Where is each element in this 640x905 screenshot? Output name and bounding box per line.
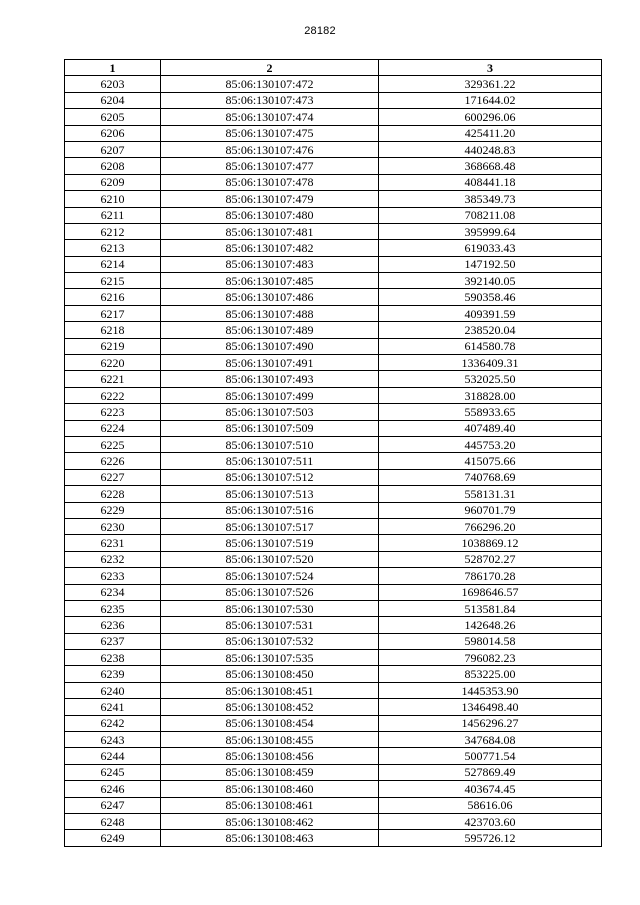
row-number-cell: 6209 <box>65 174 161 190</box>
cadastral-number-cell: 85:06:130107:482 <box>161 240 379 256</box>
cadastral-value-cell: 147192.50 <box>379 256 602 272</box>
cadastral-value-cell: 1456296.27 <box>379 715 602 731</box>
row-number-cell: 6204 <box>65 92 161 108</box>
cadastral-value-cell: 500771.54 <box>379 748 602 764</box>
row-number-cell: 6249 <box>65 830 161 846</box>
cadastral-value-cell: 171644.02 <box>379 92 602 108</box>
cadastral-number-cell: 85:06:130107:499 <box>161 387 379 403</box>
row-number-cell: 6236 <box>65 617 161 633</box>
cadastral-number-cell: 85:06:130107:478 <box>161 174 379 190</box>
table-row <box>65 453 602 469</box>
cadastral-number-cell: 85:06:130107:516 <box>161 502 379 518</box>
row-number-cell: 6223 <box>65 404 161 420</box>
cadastral-value-cell: 786170.28 <box>379 568 602 584</box>
header-col-3: 3 <box>379 60 602 76</box>
table-row <box>65 715 602 731</box>
table-row <box>65 387 602 403</box>
row-number-cell: 6206 <box>65 125 161 141</box>
row-number-cell: 6217 <box>65 305 161 321</box>
row-number-cell: 6240 <box>65 682 161 698</box>
row-number-cell: 6219 <box>65 338 161 354</box>
row-number-cell: 6216 <box>65 289 161 305</box>
cadastral-value-cell: 558131.31 <box>379 486 602 502</box>
table-row <box>65 191 602 207</box>
cadastral-number-cell: 85:06:130107:480 <box>161 207 379 223</box>
row-number-cell: 6220 <box>65 355 161 371</box>
cadastral-number-cell: 85:06:130107:481 <box>161 223 379 239</box>
cadastral-value-cell: 318828.00 <box>379 387 602 403</box>
table-row <box>65 289 602 305</box>
cadastral-value-cell: 532025.50 <box>379 371 602 387</box>
page-number: 28182 <box>304 25 336 37</box>
table-row <box>65 469 602 485</box>
table-row <box>65 781 602 797</box>
cadastral-value-cell: 590358.46 <box>379 289 602 305</box>
cadastral-number-cell: 85:06:130107:532 <box>161 633 379 649</box>
cadastral-number-cell: 85:06:130108:451 <box>161 682 379 698</box>
table-row <box>65 240 602 256</box>
table-row <box>65 682 602 698</box>
table-row <box>65 92 602 108</box>
cadastral-number-cell: 85:06:130107:524 <box>161 568 379 584</box>
cadastral-value-cell: 58616.06 <box>379 797 602 813</box>
cadastral-value-cell: 619033.43 <box>379 240 602 256</box>
row-number-cell: 6237 <box>65 633 161 649</box>
cadastral-value-cell: 614580.78 <box>379 338 602 354</box>
cadastral-number-cell: 85:06:130107:475 <box>161 125 379 141</box>
table-row <box>65 436 602 452</box>
row-number-cell: 6234 <box>65 584 161 600</box>
table-row <box>65 650 602 666</box>
table-row <box>65 223 602 239</box>
cadastral-value-cell: 595726.12 <box>379 830 602 846</box>
table-row <box>65 732 602 748</box>
cadastral-number-cell: 85:06:130107:473 <box>161 92 379 108</box>
cadastral-number-cell: 85:06:130107:483 <box>161 256 379 272</box>
cadastral-value-cell: 425411.20 <box>379 125 602 141</box>
cadastral-number-cell: 85:06:130107:517 <box>161 518 379 534</box>
row-number-cell: 6227 <box>65 469 161 485</box>
row-number-cell: 6247 <box>65 797 161 813</box>
row-number-cell: 6228 <box>65 486 161 502</box>
table-row <box>65 371 602 387</box>
cadastral-value-cell: 238520.04 <box>379 322 602 338</box>
cadastral-value-cell: 395999.64 <box>379 223 602 239</box>
cadastral-number-cell: 85:06:130108:454 <box>161 715 379 731</box>
cadastral-number-cell: 85:06:130107:476 <box>161 141 379 157</box>
cadastral-value-cell: 598014.58 <box>379 633 602 649</box>
table-row <box>65 404 602 420</box>
cadastral-value-cell: 796082.23 <box>379 650 602 666</box>
cadastral-value-cell: 368668.48 <box>379 158 602 174</box>
cadastral-number-cell: 85:06:130108:456 <box>161 748 379 764</box>
table-row <box>65 256 602 272</box>
table-row <box>65 518 602 534</box>
cadastral-number-cell: 85:06:130107:486 <box>161 289 379 305</box>
cadastral-value-cell: 1038869.12 <box>379 535 602 551</box>
table-row <box>65 748 602 764</box>
row-number-cell: 6222 <box>65 387 161 403</box>
table-row <box>65 666 602 682</box>
cadastral-number-cell: 85:06:130108:461 <box>161 797 379 813</box>
cadastral-number-cell: 85:06:130107:488 <box>161 305 379 321</box>
header-col-1: 1 <box>65 60 161 76</box>
table-row <box>65 813 602 829</box>
cadastral-number-cell: 85:06:130107:472 <box>161 76 379 92</box>
cadastral-number-cell: 85:06:130108:452 <box>161 699 379 715</box>
cadastral-value-cell: 423703.60 <box>379 813 602 829</box>
row-number-cell: 6245 <box>65 764 161 780</box>
table-row <box>65 125 602 141</box>
table-row <box>65 617 602 633</box>
cadastral-number-cell: 85:06:130107:535 <box>161 650 379 666</box>
row-number-cell: 6221 <box>65 371 161 387</box>
row-number-cell: 6231 <box>65 535 161 551</box>
cadastral-value-cell: 708211.08 <box>379 207 602 223</box>
cadastral-value-cell: 766296.20 <box>379 518 602 534</box>
cadastral-number-cell: 85:06:130107:512 <box>161 469 379 485</box>
row-number-cell: 6208 <box>65 158 161 174</box>
row-number-cell: 6232 <box>65 551 161 567</box>
cadastral-value-cell: 600296.06 <box>379 109 602 125</box>
cadastral-value-cell: 853225.00 <box>379 666 602 682</box>
cadastral-number-cell: 85:06:130108:463 <box>161 830 379 846</box>
row-number-cell: 6215 <box>65 273 161 289</box>
table-row <box>65 76 602 92</box>
row-number-cell: 6225 <box>65 436 161 452</box>
row-number-cell: 6214 <box>65 256 161 272</box>
header-row <box>65 60 602 76</box>
row-number-cell: 6241 <box>65 699 161 715</box>
table-row <box>65 486 602 502</box>
row-number-cell: 6244 <box>65 748 161 764</box>
cadastral-value-cell: 409391.59 <box>379 305 602 321</box>
row-number-cell: 6235 <box>65 600 161 616</box>
row-number-cell: 6212 <box>65 223 161 239</box>
row-number-cell: 6248 <box>65 813 161 829</box>
cadastral-number-cell: 85:06:130107:479 <box>161 191 379 207</box>
row-number-cell: 6246 <box>65 781 161 797</box>
cadastral-value-cell: 1346498.40 <box>379 699 602 715</box>
cadastral-number-cell: 85:06:130107:526 <box>161 584 379 600</box>
cadastral-number-cell: 85:06:130107:477 <box>161 158 379 174</box>
cadastral-number-cell: 85:06:130108:450 <box>161 666 379 682</box>
row-number-cell: 6230 <box>65 518 161 534</box>
cadastral-value-cell: 528702.27 <box>379 551 602 567</box>
cadastral-number-cell: 85:06:130107:511 <box>161 453 379 469</box>
row-number-cell: 6218 <box>65 322 161 338</box>
cadastral-value-cell: 392140.05 <box>379 273 602 289</box>
cadastral-value-cell: 1336409.31 <box>379 355 602 371</box>
table-row <box>65 322 602 338</box>
cadastral-number-cell: 85:06:130107:530 <box>161 600 379 616</box>
cadastral-number-cell: 85:06:130108:459 <box>161 764 379 780</box>
cadastral-number-cell: 85:06:130107:509 <box>161 420 379 436</box>
cadastral-number-cell: 85:06:130108:455 <box>161 732 379 748</box>
table-row <box>65 273 602 289</box>
row-number-cell: 6211 <box>65 207 161 223</box>
cadastral-number-cell: 85:06:130107:531 <box>161 617 379 633</box>
cadastral-value-cell: 415075.66 <box>379 453 602 469</box>
cadastral-value-cell: 385349.73 <box>379 191 602 207</box>
row-number-cell: 6207 <box>65 141 161 157</box>
table-row <box>65 158 602 174</box>
cadastral-value-cell: 408441.18 <box>379 174 602 190</box>
cadastral-value-cell: 329361.22 <box>379 76 602 92</box>
cadastral-value-table <box>64 59 602 847</box>
cadastral-value-cell: 740768.69 <box>379 469 602 485</box>
cadastral-value-cell: 440248.83 <box>379 141 602 157</box>
cadastral-value-cell: 407489.40 <box>379 420 602 436</box>
row-number-cell: 6229 <box>65 502 161 518</box>
cadastral-number-cell: 85:06:130108:460 <box>161 781 379 797</box>
cadastral-number-cell: 85:06:130107:474 <box>161 109 379 125</box>
row-number-cell: 6243 <box>65 732 161 748</box>
cadastral-number-cell: 85:06:130107:513 <box>161 486 379 502</box>
table-row <box>65 830 602 846</box>
table-row <box>65 174 602 190</box>
cadastral-value-cell: 558933.65 <box>379 404 602 420</box>
cadastral-number-cell: 85:06:130107:510 <box>161 436 379 452</box>
table-row <box>65 207 602 223</box>
row-number-cell: 6242 <box>65 715 161 731</box>
cadastral-value-cell: 347684.08 <box>379 732 602 748</box>
table-row <box>65 600 602 616</box>
row-number-cell: 6213 <box>65 240 161 256</box>
row-number-cell: 6205 <box>65 109 161 125</box>
cadastral-number-cell: 85:06:130107:489 <box>161 322 379 338</box>
table-row <box>65 338 602 354</box>
cadastral-value-cell: 445753.20 <box>379 436 602 452</box>
cadastral-value-cell: 960701.79 <box>379 502 602 518</box>
table-row <box>65 797 602 813</box>
table-row <box>65 633 602 649</box>
row-number-cell: 6224 <box>65 420 161 436</box>
cadastral-number-cell: 85:06:130107:493 <box>161 371 379 387</box>
row-number-cell: 6226 <box>65 453 161 469</box>
table-row <box>65 551 602 567</box>
row-number-cell: 6239 <box>65 666 161 682</box>
cadastral-number-cell: 85:06:130107:520 <box>161 551 379 567</box>
cadastral-value-cell: 403674.45 <box>379 781 602 797</box>
cadastral-value-cell: 527869.49 <box>379 764 602 780</box>
table-row <box>65 420 602 436</box>
table-row <box>65 764 602 780</box>
cadastral-number-cell: 85:06:130107:519 <box>161 535 379 551</box>
table-header <box>65 60 602 76</box>
table-row <box>65 109 602 125</box>
cadastral-number-cell: 85:06:130108:462 <box>161 813 379 829</box>
table-row <box>65 305 602 321</box>
cadastral-value-cell: 142648.26 <box>379 617 602 633</box>
cadastral-number-cell: 85:06:130107:485 <box>161 273 379 289</box>
row-number-cell: 6233 <box>65 568 161 584</box>
cadastral-number-cell: 85:06:130107:503 <box>161 404 379 420</box>
table-row <box>65 502 602 518</box>
cadastral-value-cell: 513581.84 <box>379 600 602 616</box>
cadastral-value-cell: 1445353.90 <box>379 682 602 698</box>
table-row <box>65 584 602 600</box>
table-row <box>65 535 602 551</box>
table-row <box>65 355 602 371</box>
table-row <box>65 699 602 715</box>
cadastral-number-cell: 85:06:130107:491 <box>161 355 379 371</box>
row-number-cell: 6203 <box>65 76 161 92</box>
row-number-cell: 6210 <box>65 191 161 207</box>
header-col-2: 2 <box>161 60 379 76</box>
row-number-cell: 6238 <box>65 650 161 666</box>
table-row <box>65 141 602 157</box>
cadastral-value-cell: 1698646.57 <box>379 584 602 600</box>
cadastral-number-cell: 85:06:130107:490 <box>161 338 379 354</box>
table-row <box>65 568 602 584</box>
table-body <box>65 76 602 846</box>
